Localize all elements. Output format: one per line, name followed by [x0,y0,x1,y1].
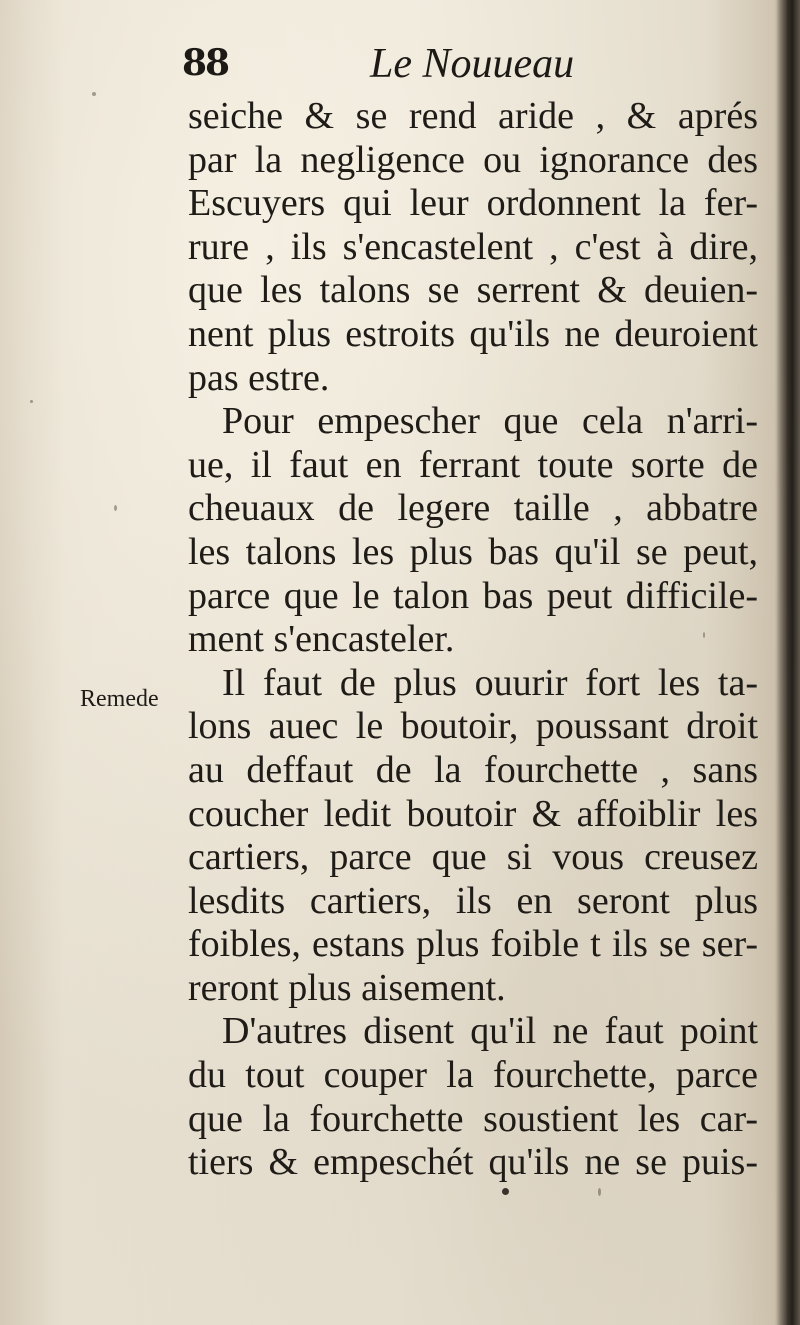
page-number: 88 [182,42,229,84]
text-line: foibles, estans plus foible t ils se ser- [188,923,758,966]
text-line: Pour empescher que cela n'arri- [222,400,758,443]
text-line: rure , ils s'encastelent , c'est à dire, [188,225,758,268]
paper-speck [598,1188,601,1196]
text-line: pas estre. [188,356,330,399]
text-line: reront plus aisement. [188,966,506,1009]
paper-speck [92,92,96,96]
text-line: que les talons se serrent & deuien- [188,269,758,312]
text-line: cartiers, parce que si vous creusez [188,836,758,879]
spine-shadow [774,0,800,1325]
text-line: par la negligence ou ignorance des [188,138,758,181]
running-head [182,40,602,98]
text-line: Il faut de plus ouurir fort les ta- [222,661,758,704]
text-line: seiche & se rend aride , & aprés [188,95,758,137]
text-line: D'autres disent qu'il ne faut point [222,1010,758,1053]
ink-mark [502,1188,509,1195]
text-line: lesdits cartiers, ils en seront plus [188,879,758,922]
running-title: Le Nouueau [370,41,575,87]
text-line: ment s'encasteler. [188,618,455,661]
text-line: ue, il faut en ferrant toute sorte de [188,443,758,486]
text-line: au deffaut de la fourchette , sans [188,748,758,791]
body-text [188,95,758,1185]
text-line: lons auec le boutoir, poussant droit [188,705,758,748]
text-line: coucher ledit boutoir & affoiblir les [188,792,758,835]
text-line: du tout couper la fourchette, parce [188,1054,758,1097]
paper-speck [114,505,117,511]
text-line: Escuyers qui leur ordonnent la fer- [188,182,758,225]
margin-note: Remede [80,686,159,712]
text-line: nent plus estroits qu'ils ne deuroient [188,312,758,355]
paper-speck [30,400,33,403]
text-line: cheuaux de legere taille , abbatre [188,487,758,530]
text-line: parce que le talon bas peut difficile- [188,574,758,617]
text-line: tiers & empeschét qu'ils ne se puis- [188,1141,758,1184]
text-line: que la fourchette soustient les car- [188,1097,758,1140]
text-line: les talons les plus bas qu'il se peut, [188,530,758,573]
